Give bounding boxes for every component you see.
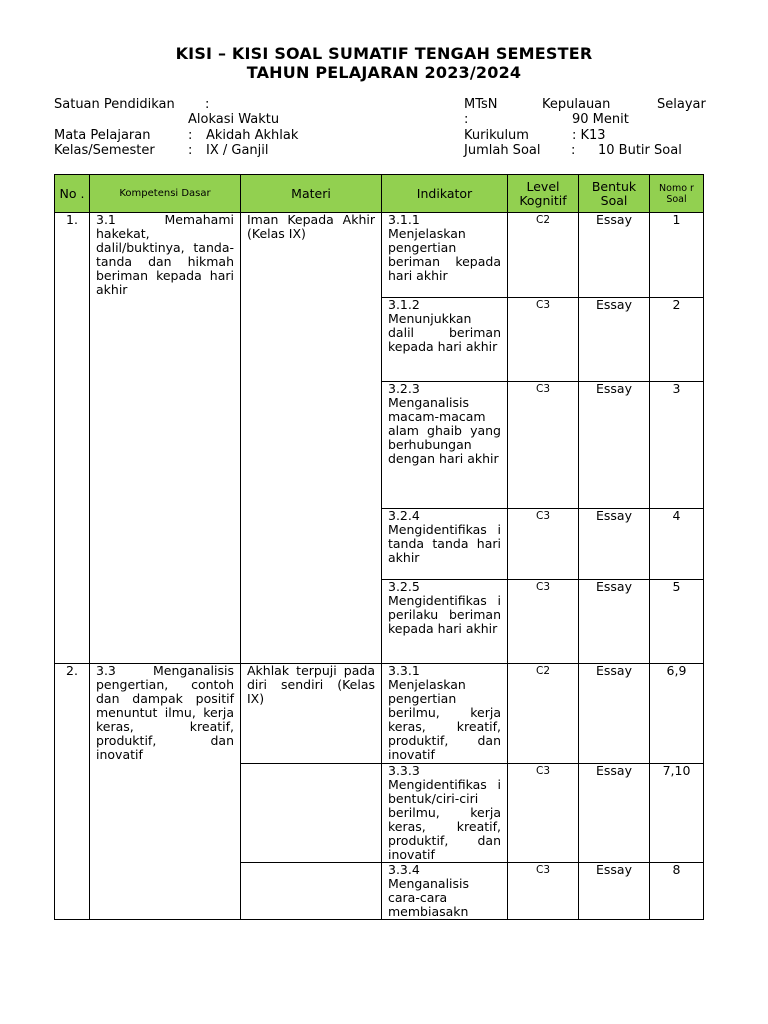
alokasi-value: 90 Menit [572,112,629,127]
document-subtitle: TAHUN PELAJARAN 2023/2024 [246,63,522,82]
table-row [55,664,704,764]
indikator-cell: 3.2.3 Menganalisis macam-macam alam ghaib yang berhubungan dengan hari akhir [382,382,508,509]
bentuk-cell: Essay [579,764,650,863]
nomor-cell: 6,9 [650,664,704,764]
nomor-cell: 1 [650,213,704,298]
bentuk-cell: Essay [579,382,650,509]
materi-cell: Iman Kepada Akhir (Kelas IX) [241,213,382,664]
school-name-word1: MTsN [464,97,498,112]
materi-cell: Akhlak terpuji pada diri sendiri (Kelas IX) [241,664,382,764]
nomor-cell: 3 [650,382,704,509]
bentuk-cell: Essay [579,509,650,580]
mapel-value: Akidah Akhlak [206,128,299,143]
level-cell: C3 [508,509,579,580]
indikator-cell: 3.3.3 Mengidentifikas i bentuk/ciri-ciri berilmu, kerja keras, kreatif, produktif, dan inovatif [382,764,508,863]
document-title: KISI – KISI SOAL SUMATIF TENGAH SEMESTER [175,44,593,63]
kelas-value: IX / Ganjil [206,143,269,158]
kisi-kisi-table [54,174,704,920]
bentuk-cell: Essay [579,664,650,764]
header-no: No . [55,175,90,213]
kompetensi-dasar-cell: 3.3 Menganalisis pengertian, contoh dan dampak positif menuntut ilmu, kerja keras, kreatif, produktif, dan inovatif [90,664,241,920]
alokasi-label: Alokasi Waktu [188,112,280,127]
level-cell: C3 [508,298,579,382]
header-bentuk-soal: Bentuk Soal [579,175,650,213]
jumlah-label: Jumlah Soal [464,143,541,158]
nomor-cell: 8 [650,863,704,920]
indikator-cell: 3.3.4 Menganalisis cara-cara membiasakn [382,863,508,920]
header-nomor-soal: Nomo r Soal [650,175,704,213]
kurikulum-value: : K13 [572,128,606,143]
header-indikator: Indikator [382,175,508,213]
level-cell: C3 [508,580,579,664]
kompetensi-dasar-cell: 3.1 Memahami hakekat, dalil/buktinya, tanda-tanda dan hikmah beriman kepada hari akhir [90,213,241,664]
bentuk-cell: Essay [579,580,650,664]
nomor-cell: 4 [650,509,704,580]
bentuk-cell: Essay [579,298,650,382]
alokasi-colon: : [464,112,469,127]
indikator-cell: 3.2.4 Mengidentifikas i tanda tanda hari akhir [382,509,508,580]
indikator-cell: 3.1.2 Menunjukkan dalil beriman kepada hari akhir [382,298,508,382]
nomor-cell: 5 [650,580,704,664]
level-cell: C3 [508,764,579,863]
level-cell: C2 [508,213,579,298]
indikator-cell: 3.2.5 Mengidentifikas i perilaku beriman kepada hari akhir [382,580,508,664]
header-materi: Materi [241,175,382,213]
nomor-cell: 7,10 [650,764,704,863]
row-number: 2. [55,664,90,920]
jumlah-value: 10 Butir Soal [598,143,682,158]
kelas-colon: : [188,143,193,158]
kurikulum-label: Kurikulum [464,128,529,143]
level-cell: C3 [508,863,579,920]
row-number: 1. [55,213,90,664]
mapel-colon: : [188,128,193,143]
indikator-cell: 3.3.1 Menjelaskan pengertian berilmu, kerja keras, kreatif, produktif, dan inovatif [382,664,508,764]
table-row [55,213,704,298]
header-kompetensi-dasar: Kompetensi Dasar [90,175,241,213]
school-name-word2: Kepulauan [542,97,611,112]
level-cell: C3 [508,382,579,509]
jumlah-colon: : [571,143,576,158]
materi-empty-cell [241,863,382,920]
indikator-cell: 3.1.1 Menjelaskan pengertian beriman kepada hari akhir [382,213,508,298]
bentuk-cell: Essay [579,863,650,920]
materi-empty-cell [241,764,382,863]
school-name-word3: Selayar [657,97,706,112]
nomor-cell: 2 [650,298,704,382]
satuan-label: Satuan Pendidikan [54,97,175,112]
table-header-row [55,175,704,213]
header-level-kognitif: Level Kognitif [508,175,579,213]
mapel-label: Mata Pelajaran [54,128,151,143]
level-cell: C2 [508,664,579,764]
satuan-colon: : [205,97,210,112]
bentuk-cell: Essay [579,213,650,298]
kelas-label: Kelas/Semester [54,143,155,158]
